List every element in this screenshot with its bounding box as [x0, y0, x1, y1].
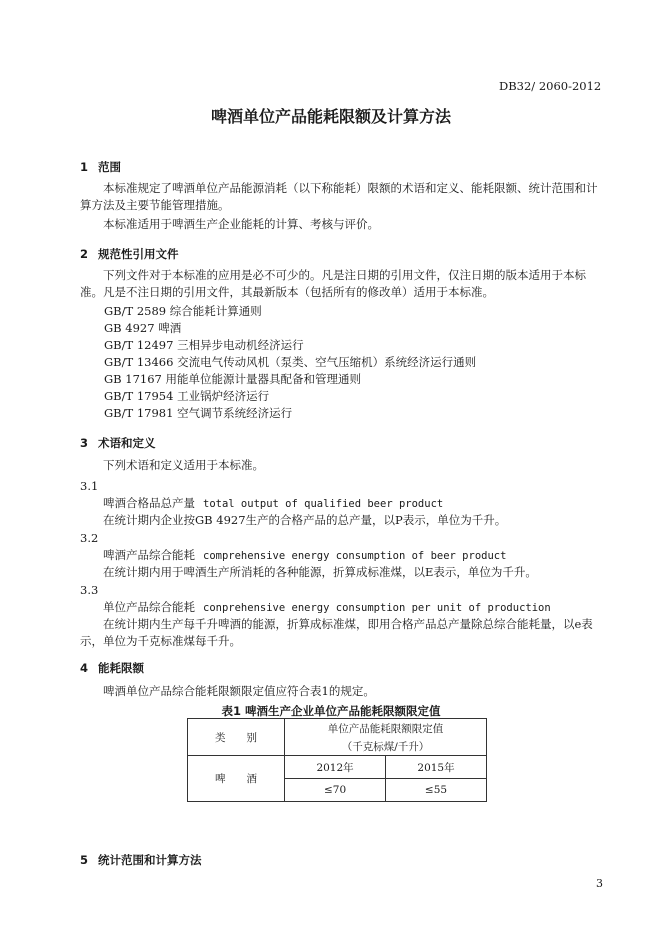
- section-4-intro: 啤酒单位产品综合能耗限额限定值应符合表1的规定。: [103, 684, 375, 698]
- section-number: 3: [80, 436, 89, 450]
- section-title: 术语和定义: [98, 436, 156, 450]
- term-heading: [103, 495, 443, 511]
- term-en: total output of qualified beer product: [203, 498, 444, 510]
- section-2-heading: [80, 246, 179, 262]
- table-header-unit: （千克标煤/千升）: [285, 737, 487, 756]
- table-header-category: 类 别: [188, 719, 285, 756]
- term-heading: [103, 547, 506, 563]
- section-3-intro: 下列术语和定义适用于本标准。: [103, 458, 264, 472]
- section-1-heading: [80, 159, 121, 175]
- term-en: comprehensive energy consumption of beer product: [203, 550, 507, 562]
- table-year-cell: 2012年: [285, 756, 386, 779]
- term-number: 3.2: [80, 531, 99, 545]
- term-definition: 在统计期内生产每千升啤酒的能源，折算成标准煤，即用合格产品总产量除总综合能耗量，以e表示，单位为千克标准煤每千升。: [80, 617, 593, 648]
- term-number: 3.3: [80, 583, 99, 597]
- document-code: DB32/ 2060-2012: [499, 79, 602, 93]
- reference-item: GB/T 2589 综合能耗计算通则: [104, 304, 262, 318]
- table-year-cell: 2015年: [386, 756, 487, 779]
- energy-limit-table: [187, 718, 487, 802]
- reference-item: GB/T 17954 工业锅炉经济运行: [104, 389, 270, 403]
- section-1-paragraph-1: 本标准规定了啤酒单位产品能源消耗（以下称能耗）限额的术语和定义、能耗限额、统计范围和计算方法及主要节能管理措施。: [80, 181, 598, 212]
- reference-item: GB 4927 啤酒: [104, 321, 182, 335]
- table-value-cell: ≤70: [285, 779, 386, 802]
- reference-item: GB 17167 用能单位能源计量器具配备和管理通则: [104, 372, 362, 386]
- document-title: 啤酒单位产品能耗限额及计算方法: [210, 107, 451, 126]
- table-caption: 表1 啤酒生产企业单位产品能耗限额限定值: [221, 704, 441, 718]
- section-number: 1: [80, 160, 89, 174]
- section-3-heading: [80, 435, 156, 451]
- term-zh: 啤酒产品综合能耗: [103, 548, 195, 562]
- table-row-label: 啤 酒: [188, 756, 285, 802]
- term-definition: 在统计期内企业按GB 4927生产的合格产品的总产量，以P表示，单位为千升。: [103, 513, 507, 527]
- page-number: 3: [596, 877, 603, 890]
- section-title: 规范性引用文件: [98, 247, 179, 261]
- term-zh: 单位产品综合能耗: [103, 600, 195, 614]
- section-title: 能耗限额: [98, 661, 144, 675]
- term-heading: [103, 599, 551, 615]
- reference-item: GB/T 12497 三相异步电动机经济运行: [104, 338, 304, 352]
- section-5-heading: [80, 852, 202, 868]
- section-number: 4: [80, 661, 89, 675]
- section-title: 统计范围和计算方法: [98, 853, 202, 867]
- term-zh: 啤酒合格品总产量: [103, 496, 195, 510]
- section-title: 范围: [98, 160, 121, 174]
- table-header-value: 单位产品能耗限额限定值: [285, 719, 487, 738]
- term-en: conprehensive energy consumption per unit of production: [203, 602, 551, 614]
- section-4-heading: [80, 660, 144, 676]
- reference-item: GB/T 17981 空气调节系统经济运行: [104, 406, 293, 420]
- section-2-intro: 下列文件对于本标准的应用是必不可少的。凡是注日期的引用文件，仅注日期的版本适用于本标准。凡是不注日期的引用文件，其最新版本（包括所有的修改单）适用于本标准。: [80, 268, 586, 299]
- reference-item: GB/T 13466 交流电气传动风机（泵类、空气压缩机）系统经济运行通则: [104, 355, 477, 369]
- term-definition: 在统计期内用于啤酒生产所消耗的各种能源，折算成标准煤，以E表示，单位为千升。: [103, 565, 537, 579]
- table-value-cell: ≤55: [386, 779, 487, 802]
- term-number: 3.1: [80, 479, 99, 493]
- section-1-paragraph-2: 本标准适用于啤酒生产企业能耗的计算、考核与评价。: [103, 217, 379, 231]
- section-number: 5: [80, 853, 89, 867]
- section-number: 2: [80, 247, 89, 261]
